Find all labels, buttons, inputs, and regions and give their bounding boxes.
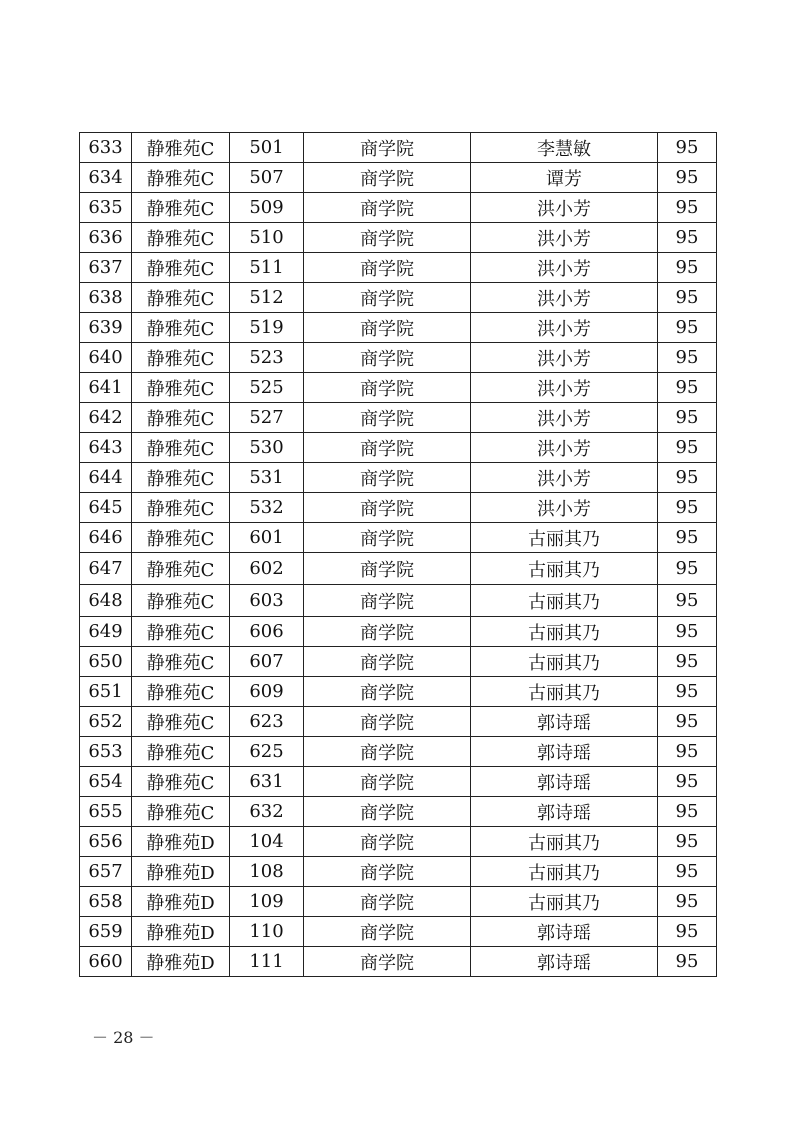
row-number: 660 (80, 947, 132, 977)
counselor: 古丽其乃 (471, 523, 658, 553)
counselor: 古丽其乃 (471, 887, 658, 917)
row-number: 645 (80, 493, 132, 523)
table-row (80, 253, 717, 283)
score: 95 (658, 433, 717, 463)
building: 静雅苑C (132, 523, 230, 553)
row-number: 653 (80, 737, 132, 767)
row-number: 658 (80, 887, 132, 917)
table-row (80, 193, 717, 223)
score: 95 (658, 617, 717, 647)
counselor: 洪小芳 (471, 313, 658, 343)
building: 静雅苑C (132, 133, 230, 163)
college: 商学院 (304, 857, 471, 887)
counselor: 洪小芳 (471, 433, 658, 463)
table-row (80, 857, 717, 887)
room-number: 632 (230, 797, 304, 827)
table-row (80, 133, 717, 163)
building: 静雅苑C (132, 677, 230, 707)
room-number: 523 (230, 343, 304, 373)
counselor: 郭诗瑶 (471, 947, 658, 977)
table-row (80, 373, 717, 403)
table-row (80, 463, 717, 493)
score: 95 (658, 553, 717, 585)
room-number: 110 (230, 917, 304, 947)
row-number: 651 (80, 677, 132, 707)
college: 商学院 (304, 647, 471, 677)
row-number: 649 (80, 617, 132, 647)
building: 静雅苑C (132, 283, 230, 313)
row-number: 638 (80, 283, 132, 313)
score: 95 (658, 767, 717, 797)
room-number: 602 (230, 553, 304, 585)
room-number: 109 (230, 887, 304, 917)
room-number: 601 (230, 523, 304, 553)
row-number: 641 (80, 373, 132, 403)
page-number: － 28 － (92, 1028, 155, 1047)
building: 静雅苑D (132, 857, 230, 887)
college: 商学院 (304, 947, 471, 977)
score: 95 (658, 223, 717, 253)
score: 95 (658, 373, 717, 403)
college: 商学院 (304, 523, 471, 553)
score: 95 (658, 163, 717, 193)
college: 商学院 (304, 767, 471, 797)
building: 静雅苑C (132, 373, 230, 403)
score: 95 (658, 947, 717, 977)
score: 95 (658, 523, 717, 553)
table-row (80, 343, 717, 373)
row-number: 634 (80, 163, 132, 193)
counselor: 古丽其乃 (471, 677, 658, 707)
table-row (80, 797, 717, 827)
building: 静雅苑C (132, 493, 230, 523)
table-row (80, 767, 717, 797)
row-number: 636 (80, 223, 132, 253)
counselor: 郭诗瑶 (471, 917, 658, 947)
table-row (80, 647, 717, 677)
building: 静雅苑D (132, 947, 230, 977)
score: 95 (658, 283, 717, 313)
row-number: 652 (80, 707, 132, 737)
counselor: 郭诗瑶 (471, 737, 658, 767)
building: 静雅苑C (132, 253, 230, 283)
building: 静雅苑C (132, 585, 230, 617)
room-number: 532 (230, 493, 304, 523)
college: 商学院 (304, 797, 471, 827)
row-number: 633 (80, 133, 132, 163)
row-number: 639 (80, 313, 132, 343)
row-number: 640 (80, 343, 132, 373)
score: 95 (658, 887, 717, 917)
row-number: 646 (80, 523, 132, 553)
score: 95 (658, 917, 717, 947)
score: 95 (658, 857, 717, 887)
building: 静雅苑C (132, 647, 230, 677)
building: 静雅苑C (132, 463, 230, 493)
table-row (80, 917, 717, 947)
room-number: 501 (230, 133, 304, 163)
room-number: 111 (230, 947, 304, 977)
table-row (80, 163, 717, 193)
college: 商学院 (304, 313, 471, 343)
counselor: 洪小芳 (471, 373, 658, 403)
table-row (80, 553, 717, 585)
building: 静雅苑C (132, 553, 230, 585)
room-number: 607 (230, 647, 304, 677)
college: 商学院 (304, 163, 471, 193)
building: 静雅苑C (132, 797, 230, 827)
room-number: 603 (230, 585, 304, 617)
row-number: 648 (80, 585, 132, 617)
college: 商学院 (304, 403, 471, 433)
building: 静雅苑C (132, 707, 230, 737)
counselor: 古丽其乃 (471, 617, 658, 647)
score: 95 (658, 647, 717, 677)
room-number: 606 (230, 617, 304, 647)
room-number: 509 (230, 193, 304, 223)
building: 静雅苑C (132, 737, 230, 767)
room-number: 609 (230, 677, 304, 707)
college: 商学院 (304, 553, 471, 585)
row-number: 647 (80, 553, 132, 585)
row-number: 655 (80, 797, 132, 827)
table-row (80, 617, 717, 647)
college: 商学院 (304, 917, 471, 947)
college: 商学院 (304, 223, 471, 253)
college: 商学院 (304, 283, 471, 313)
college: 商学院 (304, 373, 471, 403)
building: 静雅苑C (132, 617, 230, 647)
table-row (80, 737, 717, 767)
row-number: 644 (80, 463, 132, 493)
score: 95 (658, 797, 717, 827)
counselor: 古丽其乃 (471, 827, 658, 857)
table-body (80, 133, 717, 977)
counselor: 洪小芳 (471, 403, 658, 433)
counselor: 古丽其乃 (471, 553, 658, 585)
room-number: 510 (230, 223, 304, 253)
counselor: 洪小芳 (471, 463, 658, 493)
row-number: 657 (80, 857, 132, 887)
score: 95 (658, 737, 717, 767)
score: 95 (658, 463, 717, 493)
counselor: 洪小芳 (471, 343, 658, 373)
room-number: 512 (230, 283, 304, 313)
counselor: 古丽其乃 (471, 585, 658, 617)
table-row (80, 493, 717, 523)
building: 静雅苑C (132, 313, 230, 343)
room-number: 530 (230, 433, 304, 463)
college: 商学院 (304, 585, 471, 617)
room-number: 108 (230, 857, 304, 887)
score: 95 (658, 133, 717, 163)
table-row (80, 433, 717, 463)
college: 商学院 (304, 887, 471, 917)
counselor: 古丽其乃 (471, 647, 658, 677)
room-number: 519 (230, 313, 304, 343)
college: 商学院 (304, 737, 471, 767)
building: 静雅苑D (132, 887, 230, 917)
room-number: 527 (230, 403, 304, 433)
counselor: 洪小芳 (471, 283, 658, 313)
table-row (80, 947, 717, 977)
counselor: 谭芳 (471, 163, 658, 193)
row-number: 654 (80, 767, 132, 797)
college: 商学院 (304, 493, 471, 523)
table-row (80, 283, 717, 313)
score: 95 (658, 677, 717, 707)
room-number: 623 (230, 707, 304, 737)
row-number: 642 (80, 403, 132, 433)
table-row (80, 313, 717, 343)
table-row (80, 707, 717, 737)
room-number: 104 (230, 827, 304, 857)
score: 95 (658, 403, 717, 433)
college: 商学院 (304, 343, 471, 373)
building: 静雅苑C (132, 433, 230, 463)
college: 商学院 (304, 617, 471, 647)
row-number: 635 (80, 193, 132, 223)
counselor: 洪小芳 (471, 223, 658, 253)
college: 商学院 (304, 193, 471, 223)
score: 95 (658, 493, 717, 523)
table-row (80, 677, 717, 707)
score: 95 (658, 193, 717, 223)
score: 95 (658, 827, 717, 857)
college: 商学院 (304, 133, 471, 163)
score: 95 (658, 343, 717, 373)
table-row (80, 827, 717, 857)
table-row (80, 887, 717, 917)
room-number: 625 (230, 737, 304, 767)
score: 95 (658, 253, 717, 283)
college: 商学院 (304, 433, 471, 463)
room-number: 525 (230, 373, 304, 403)
building: 静雅苑D (132, 827, 230, 857)
counselor: 古丽其乃 (471, 857, 658, 887)
building: 静雅苑C (132, 163, 230, 193)
counselor: 洪小芳 (471, 493, 658, 523)
building: 静雅苑C (132, 343, 230, 373)
counselor: 洪小芳 (471, 253, 658, 283)
college: 商学院 (304, 463, 471, 493)
counselor: 郭诗瑶 (471, 767, 658, 797)
counselor: 郭诗瑶 (471, 707, 658, 737)
counselor: 李慧敏 (471, 133, 658, 163)
row-number: 637 (80, 253, 132, 283)
row-number: 643 (80, 433, 132, 463)
room-number: 511 (230, 253, 304, 283)
table-row (80, 403, 717, 433)
college: 商学院 (304, 827, 471, 857)
score: 95 (658, 313, 717, 343)
counselor: 洪小芳 (471, 193, 658, 223)
score: 95 (658, 707, 717, 737)
building: 静雅苑C (132, 767, 230, 797)
table-row (80, 523, 717, 553)
building: 静雅苑C (132, 223, 230, 253)
room-number: 531 (230, 463, 304, 493)
table-row (80, 585, 717, 617)
room-number: 507 (230, 163, 304, 193)
row-number: 656 (80, 827, 132, 857)
college: 商学院 (304, 677, 471, 707)
college: 商学院 (304, 707, 471, 737)
counselor: 郭诗瑶 (471, 797, 658, 827)
building: 静雅苑C (132, 403, 230, 433)
row-number: 650 (80, 647, 132, 677)
building: 静雅苑D (132, 917, 230, 947)
dormitory-score-table (79, 132, 717, 977)
room-number: 631 (230, 767, 304, 797)
college: 商学院 (304, 253, 471, 283)
score: 95 (658, 585, 717, 617)
row-number: 659 (80, 917, 132, 947)
building: 静雅苑C (132, 193, 230, 223)
table-row (80, 223, 717, 253)
